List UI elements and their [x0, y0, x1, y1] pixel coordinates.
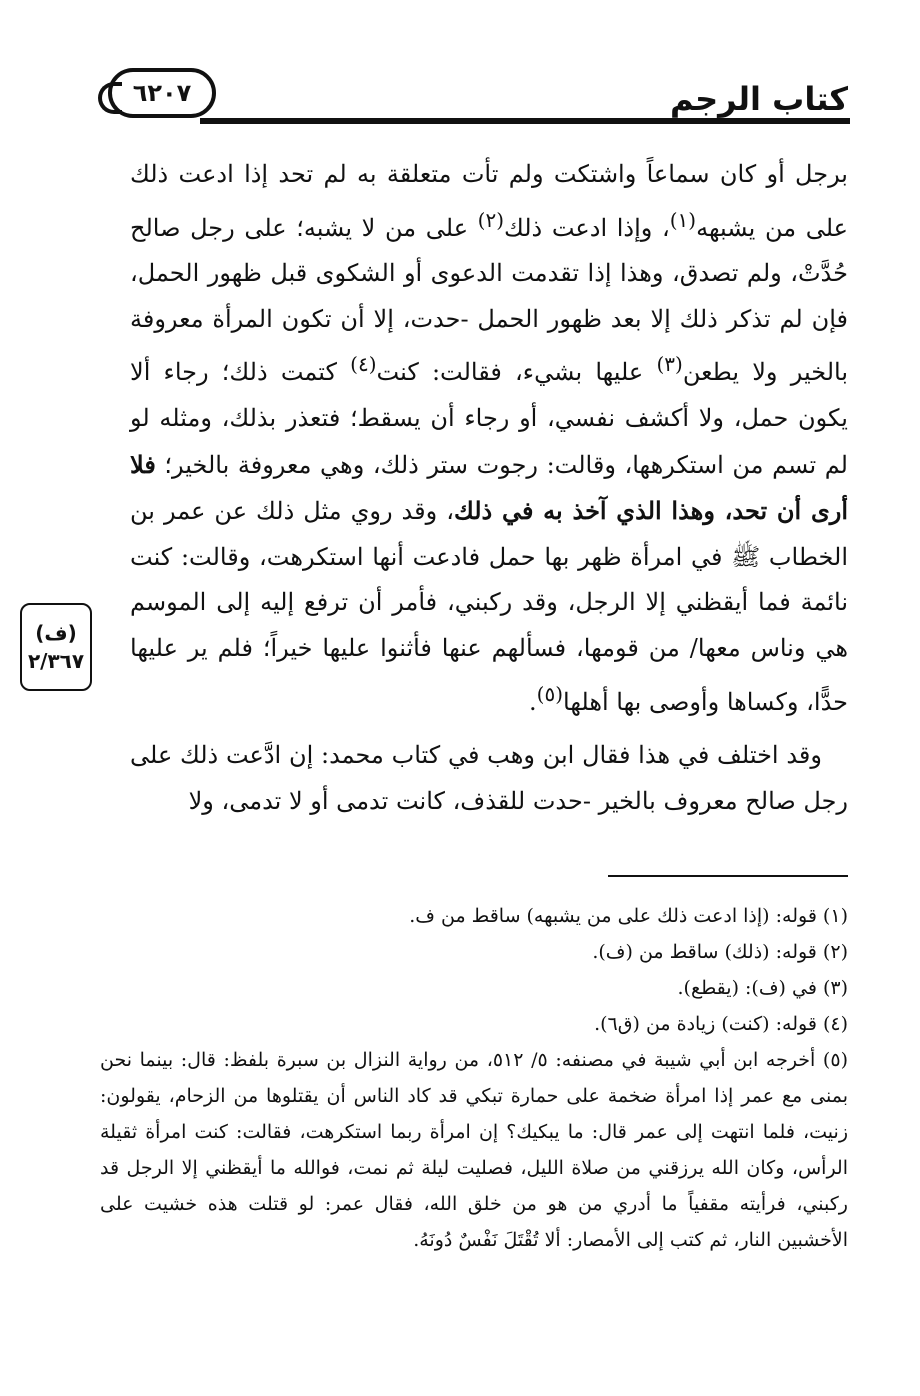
text-segment: على من لا يشبه؛ على رجل صالح حُدَّتْ، ولم تصدق، وهذا إذا تقدمت الدعوى أو الشكوى قبل ظهور الحمل، فإن لم تذكر ذلك إلا بعد ظهور الحمل -حدت، إلا أن تكون المرأة معروفة بالخير ولا يطعن	[130, 213, 848, 387]
footnote-ref-4: (٤)	[350, 352, 377, 377]
footnote-3: (٣) في (ف): (يقطع).	[677, 977, 848, 999]
footnote-4: (٤) قوله: (كنت) زيادة من (ق٦).	[594, 1013, 848, 1035]
footnote-separator	[608, 875, 848, 877]
paragraph-1	[130, 152, 848, 725]
margin-reference	[20, 603, 92, 691]
footnote-ref-2: (٢)	[477, 207, 505, 232]
header-rule	[200, 118, 850, 124]
footnote-2: (٢) قوله: (ذلك) ساقط من (ف).	[592, 941, 848, 963]
book-title: كتاب الرجم	[669, 80, 848, 118]
text-segment: ، وقد روي مثل ذلك عن عمر بن الخطاب ﷺ في امرأة ظهر بها حمل فادعت أنها استكرهت، وقالت: كنت نائمة فما أيقظني إلا الرجل، وقد ركبني، فأمر أن ترفع إليه إلى الموسم هي وناس معها/ من قومها، فسألهم عنها فأثنوا عليها خيراً؛ فلم ير عليها حدًّا، وكساها وأوصى بها أهلها	[130, 497, 848, 716]
main-text	[130, 152, 848, 824]
text-segment: ، وإذا ادعت ذلك	[504, 213, 670, 242]
margin-reference-label: (ف)	[35, 621, 77, 645]
text-segment: .	[528, 687, 537, 716]
footnote-5: (٥) أخرجه ابن أبي شيبة في مصنفه: ٥/ ٥١٢، من رواية النزال بن سبرة بلفظ: قال: بينما نحن بمنى مع عمر إذا امرأة ضخمة على حمارة تبكي قد كاد الناس أن يقتلوها من الزحام، يقولون: زنيت، فلما انتهت إلى عمر قال: ما يبكيك؟ إن امرأة ربما استكرهت، فقالت: كنت امرأة ثقيلة الرأس، وكان الله يرزقني من صلاة الليل، فصليت ليلة ثم نمت، فوالله ما أيقظني إلا الرجل قد ركبني، فرأيته مقفياً ما أدري من هو من خلق الله، فقال عمر: لو قتلت هذه خشيت على الأخشبين النار، ثم كتب إلى الأمصار: ألا تُقْتَلَ نَفْسٌ دُونَهُ.	[100, 1049, 848, 1251]
text-segment: عليها بشيء، فقالت: كنت	[376, 358, 657, 387]
paragraph-2: وقد اختلف في هذا فقال ابن وهب في كتاب محمد: إن ادَّعت ذلك على رجل صالح معروف بالخير -حدت للقذف، كانت تدمى أو لا تدمى، ولا	[130, 741, 848, 815]
footnotes	[100, 898, 848, 1258]
text-segment: برجل أو كان سماعاً واشتكت ولم تأت متعلقة به لم تحد إذا ادعت ذلك على من يشبهه	[130, 160, 848, 242]
margin-reference-page: ٢/٣٦٧	[27, 649, 85, 673]
footnote-ref-1: (١)	[669, 207, 697, 232]
bold-ruling: فلا أرى أن تحد، وهذا الذي آخذ به في ذلك	[130, 449, 849, 526]
footnote-1: (١) قوله: (إذا ادعت ذلك على من يشبهه) ساقط من ف.	[409, 905, 848, 927]
footnote-ref-3: (٣)	[656, 352, 683, 377]
text-segment: كتمت ذلك؛ رجاء ألا يكون حمل، ولا أكشف نفسي، أو رجاء أن يسقط؛ فتعذر بذلك، ومثله لو لم تسم من استكرهها، وقالت: رجوت ستر ذلك، وهي معروفة بالخير؛	[130, 358, 848, 479]
footnote-ref-5: (٥)	[536, 681, 563, 706]
page-number: ٦٢٠٧	[108, 68, 216, 118]
